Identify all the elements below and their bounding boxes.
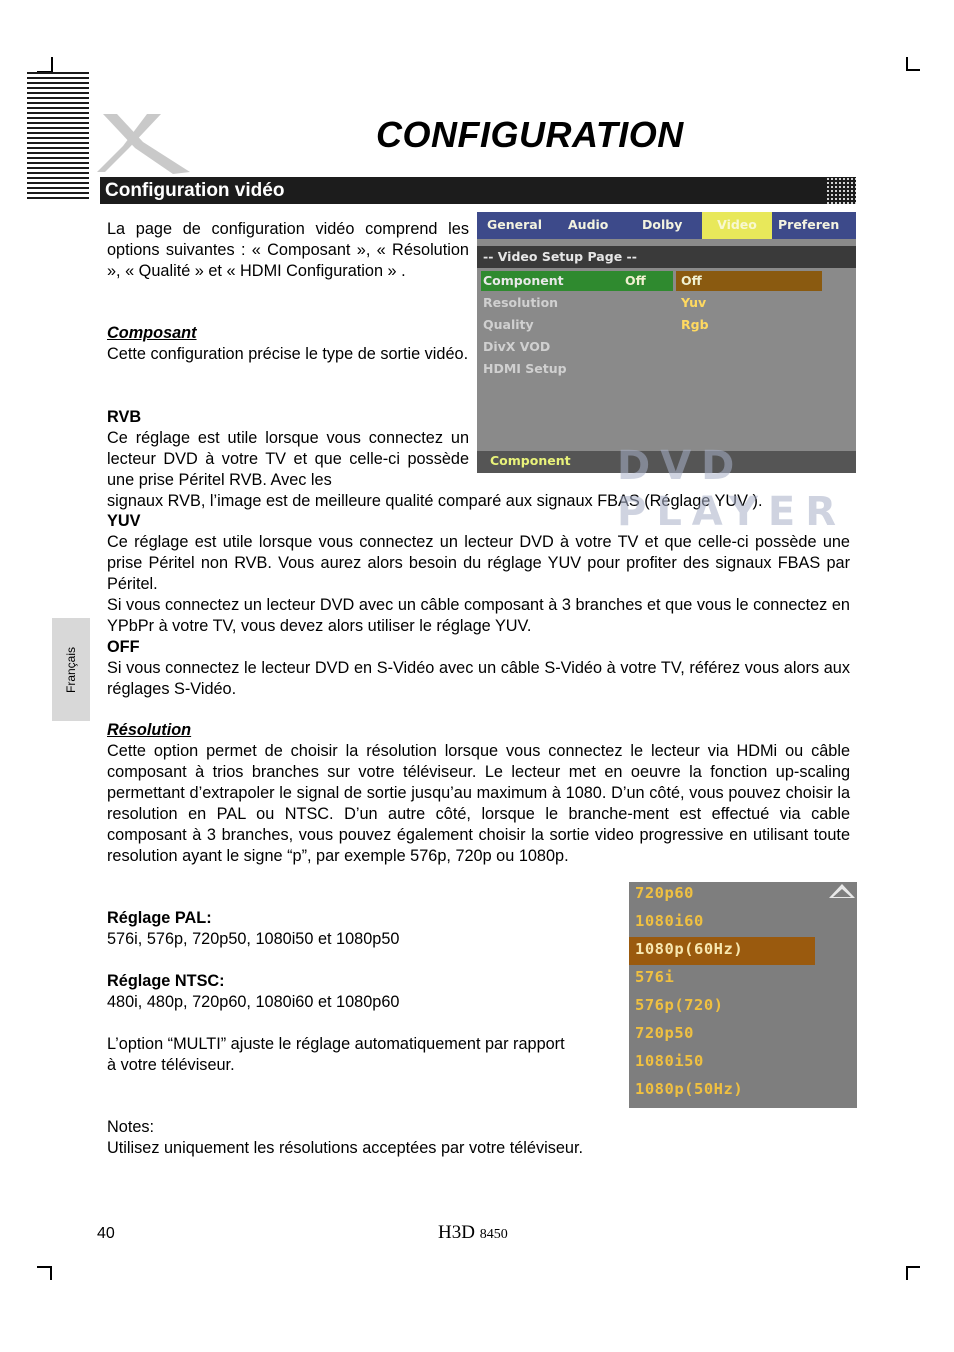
resolution-heading: Résolution <box>107 721 192 739</box>
scroll-up-arrow-inner <box>833 889 851 897</box>
multi-text-line-2: à votre téléviseur. <box>107 1056 235 1074</box>
composant-text: Cette configuration précise le type de sortie vidéo. <box>107 345 469 363</box>
resolution-item: 720p60 <box>635 884 694 902</box>
osd-tab-video: Video <box>702 212 772 239</box>
resolution-item: 576i <box>635 968 675 986</box>
video-setup-screenshot <box>477 212 856 535</box>
osd-current-value: Off <box>625 273 646 288</box>
section-title-bar <box>100 177 856 204</box>
ntsc-heading: Réglage NTSC: <box>107 972 225 990</box>
osd-tab-dolby: Dolby <box>642 217 683 232</box>
rvb-heading: RVB <box>107 408 142 426</box>
multi-text-line-1: L’option “MULTI” ajuste le réglage automatiquement par rapport <box>107 1035 565 1053</box>
pal-heading: Réglage PAL: <box>107 909 212 927</box>
resolution-item: 1080p(50Hz) <box>635 1080 744 1098</box>
pal-values: 576i, 576p, 720p50, 1080i50 et 1080p50 <box>107 930 400 948</box>
yuv-heading: YUV <box>107 512 141 530</box>
notes-heading: Notes: <box>107 1118 155 1136</box>
osd-row-divx-vod: DivX VOD <box>483 339 551 354</box>
osd-option-rgb: Rgb <box>681 317 709 332</box>
resolution-item-selected: 1080p(60Hz) <box>635 940 744 958</box>
crop-mark-bottom-left-h <box>37 1266 51 1268</box>
model-number: 8450 <box>479 1227 508 1242</box>
resolution-text: Cette option permet de choisir la résolution lorsque vous connectez le lecteur via HDMi ou câble composant à trios branches sur votre téléviseur. Le lecteur met en oeuvre la fonction up-scaling permettant d’extrapoler le signal de sortie jusqu’au maximum à 1080. D’un côté, vous pouvez choisir la resolution en PAL ou NTSC. D’un autre côté, lorsque le branche-ment est effectué via cable composant à 3 branches, vous pouvez également choisir la sortie video progressive en utilisant toute resolution ayant le signe “p”, par exemple 576p, 720p ou 1080p. <box>107 742 850 865</box>
yuv-paragraph-1: Ce réglage est utile lorsque vous connectez un lecteur DVD à votre TV et que celle-ci possède une prise Péritel non RVB. Vous aurez alors besoin du réglage YUV pour profiter des signaux FBAS par Péritel. <box>107 533 850 593</box>
off-text: Si vous connectez le lecteur DVD en S-Vidéo avec un câble S-Vidéo à votre TV, référez vous alors aux réglages S-Vidéo. <box>107 659 850 698</box>
osd-option-off: Off <box>681 273 702 288</box>
osd-row-hdmi-setup: HDMI Setup <box>483 361 567 376</box>
resolution-list-screenshot <box>629 882 857 1108</box>
crop-mark-top-left-v <box>51 57 53 72</box>
osd-row-resolution: Resolution <box>483 295 559 310</box>
header-stripes <box>27 72 89 200</box>
osd-page-header: -- Video Setup Page -- <box>477 246 856 268</box>
crop-mark-bottom-right-v <box>906 1266 908 1280</box>
crop-mark-bottom-left-v <box>50 1266 52 1280</box>
language-side-tab <box>52 618 90 721</box>
osd-row-component: Component <box>483 273 564 288</box>
brand-x-logo <box>95 108 200 176</box>
osd-tab-general: General <box>487 217 542 232</box>
rvb-text-continued: signaux RVB, l’image est de meilleure qualité comparé aux signaux FBAS (Réglage YUV ). <box>107 492 763 510</box>
osd-tab-audio: Audio <box>568 217 609 232</box>
crop-mark-top-right-h <box>906 69 920 71</box>
resolution-item: 1080i60 <box>635 912 704 930</box>
osd-tab-bar <box>477 212 856 239</box>
rvb-text: Ce réglage est utile lorsque vous connectez un lecteur DVD à votre TV et que celle-ci possède une prise Péritel RVB. Avec les <box>107 429 469 489</box>
resolution-item: 1080i50 <box>635 1052 704 1070</box>
crop-mark-bottom-right-h <box>906 1266 920 1268</box>
section-title: Configuration vidéo <box>105 180 285 201</box>
language-side-tab-label: Français <box>64 646 78 693</box>
osd-tab-preferen: Preferen <box>778 217 840 232</box>
ntsc-values: 480i, 480p, 720p60, 1080i60 et 1080p60 <box>107 993 400 1011</box>
osd-row-quality: Quality <box>483 317 534 332</box>
model-name <box>438 1222 508 1244</box>
page-title: CONFIGURATION <box>376 114 684 155</box>
section-bar-dots <box>826 177 856 204</box>
osd-watermark: DVD PLAYER <box>617 443 847 535</box>
yuv-paragraph-2: Si vous connectez un lecteur DVD avec un câble composant à 3 branches et que vous le connectez en YPbPr à votre TV, vous devez alors utiliser le réglage YUV. <box>107 596 850 635</box>
model-prefix: H3D <box>438 1222 475 1243</box>
osd-footer-label: Component <box>490 453 571 468</box>
resolution-item: 576p(720) <box>635 996 724 1014</box>
off-heading: OFF <box>107 638 140 656</box>
page-number: 40 <box>97 1225 115 1242</box>
notes-text: Utilisez uniquement les résolutions acceptées par votre téléviseur. <box>107 1139 584 1157</box>
resolution-item: 720p50 <box>635 1024 694 1042</box>
intro-paragraph: La page de configuration vidéo comprend les options suivantes : « Composant », « Résolution », « Qualité » et « HDMI Configuration » . <box>107 220 469 280</box>
osd-option-yuv: Yuv <box>681 295 707 310</box>
composant-heading: Composant <box>107 324 197 342</box>
